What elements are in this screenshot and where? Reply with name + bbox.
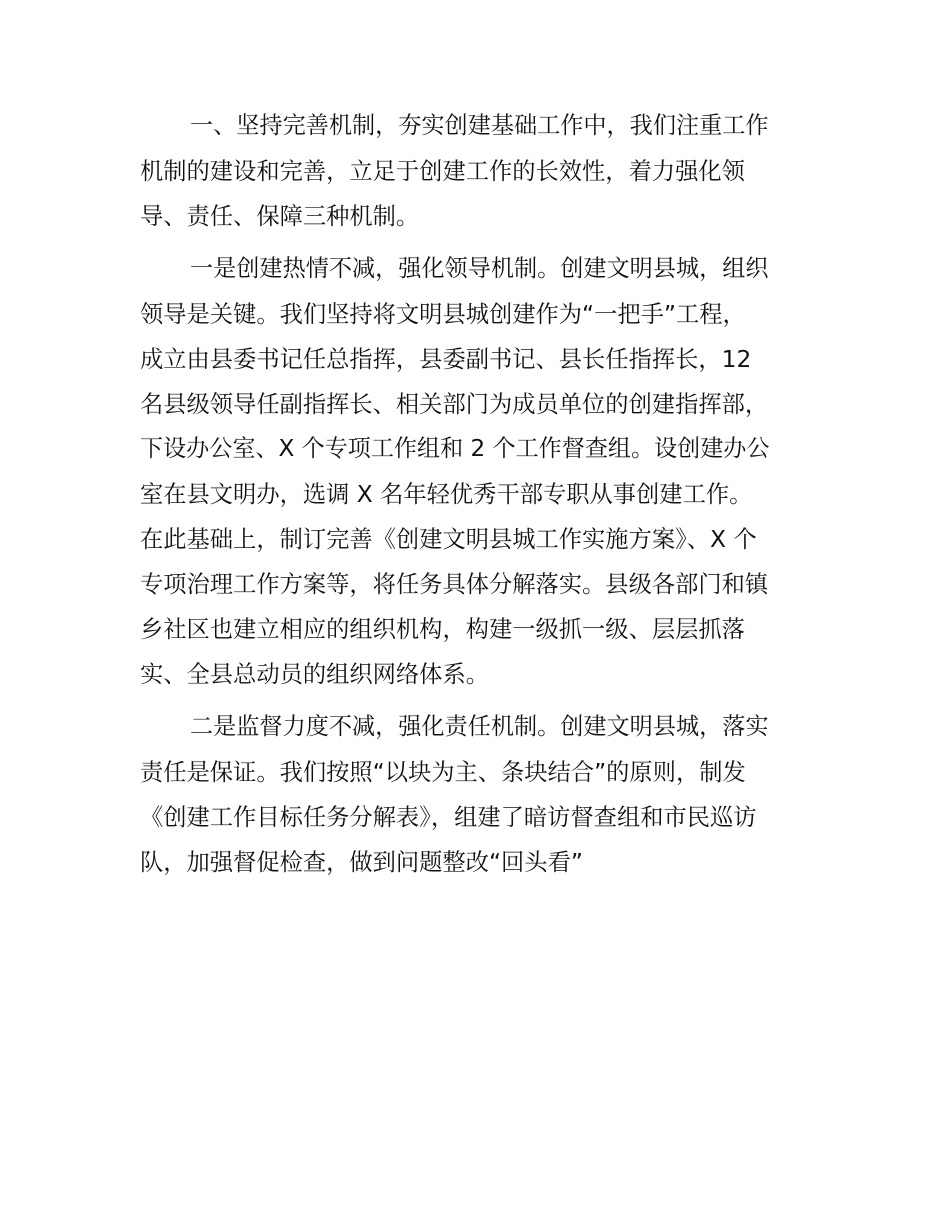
- paragraph-2-line-6: 室在县文明办，选调 X 名年轻优秀干部专职从事创建工作。: [140, 481, 753, 508]
- paragraph-3: [140, 705, 816, 885]
- paragraph-3-line-1: 二是监督力度不减，强化责任机制。创建文明县城，落实: [190, 714, 769, 740]
- paragraph-1-line-1: 一、坚持完善机制，夯实创建基础工作中，我们注重工作: [190, 113, 769, 139]
- paragraph-2-line-9: 乡社区也建立相应的组织机构，构建一级抓一级、层层抓落: [140, 616, 745, 643]
- paragraph-2-line-2: 领导是关键。我们坚持将文明县城创建作为“一把手”工程，: [140, 301, 746, 328]
- paragraph-2-line-1: 一是创建热情不减，强化领导机制。创建文明县城，组织: [190, 256, 769, 282]
- paragraph-2-line-7: 在此基础上，制订完善《创建文明县城工作实施方案》、X 个: [140, 526, 757, 553]
- paragraph-2-line-4: 名县级领导任副指挥长、相关部门为成员单位的创建指挥部，: [140, 391, 769, 418]
- paragraph-2-line-8: 专项治理工作方案等，将任务具体分解落实。县级各部门和镇: [140, 571, 769, 598]
- paragraph-1-line-3: 导、责任、保障三种机制。: [140, 203, 420, 230]
- paragraph-2-line-5: 下设办公室、X 个专项工作组和 2 个工作督查组。设创建办公: [140, 436, 770, 462]
- document-body: [140, 104, 816, 893]
- paragraph-2-line-10: 实、全县总动员的组织网络体系。: [140, 661, 489, 688]
- paragraph-2-line-3: 成立由县委书记任总指挥，县委副书记、县长任指挥长，12: [140, 346, 752, 373]
- paragraph-2: [140, 247, 816, 697]
- paragraph-3-line-4: 队，加强督促检查，做到问题整改“回头看”: [140, 849, 583, 876]
- paragraph-3-line-2: 责任是保证。我们按照“以块为主、条块结合”的原则，制发: [140, 759, 746, 786]
- paragraph-1-line-2: 机制的建设和完善，立足于创建工作的长效性，着力强化领: [140, 158, 745, 185]
- paragraph-3-line-3: 《创建工作目标任务分解表》，组建了暗访督查组和市民巡访: [140, 804, 757, 831]
- paragraph-1: [140, 104, 816, 239]
